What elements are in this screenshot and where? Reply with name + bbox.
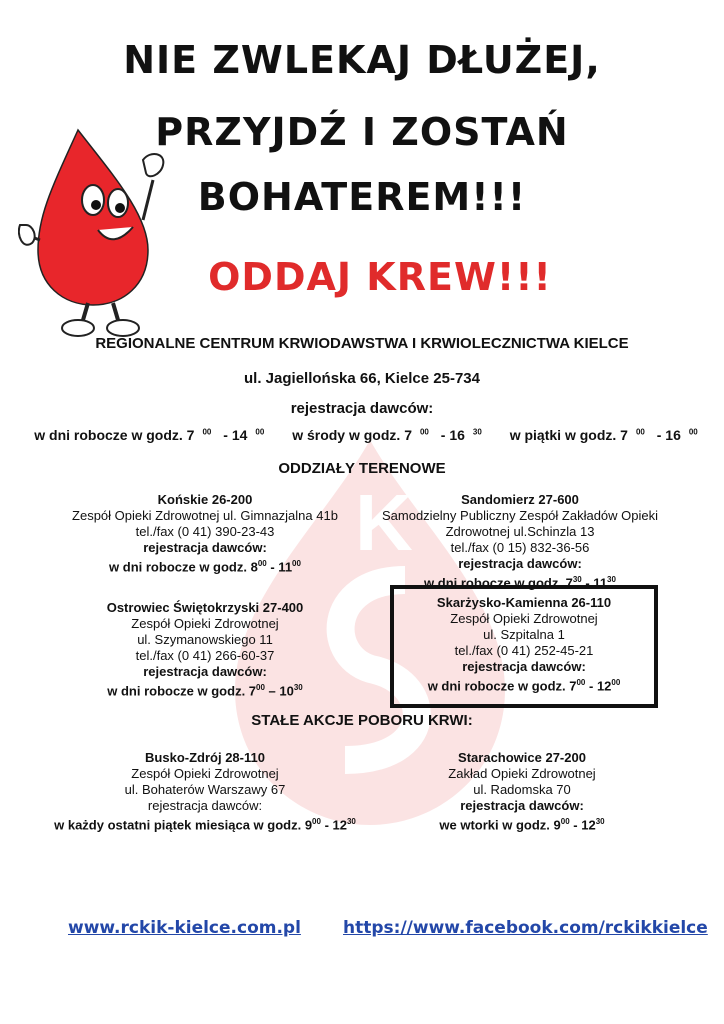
branch-name: Skarżysko-Kamienna 26-110 <box>436 595 612 610</box>
hours-wednesday: w środy w godz. 7 $^{00}$ - 16 $^{30}$ <box>292 427 482 443</box>
branch-konskie: Końskie 26-200 Zespół Opieki Zdrowotnej ul. Gimnazjalna 41b tel./fax (0 41) 390-23-43 rejestracja dawców: w dni robocze w godz. $8^{00} - 11^{00}$ <box>55 492 355 575</box>
registration-label: rejestracja dawców: <box>290 400 434 417</box>
branch-hours: w dni robocze w godz. $7^{00} - 10^{30}$ <box>107 683 303 699</box>
organization-address: ul. Jagiellońska 66, Kielce 25-734 <box>244 370 480 387</box>
branch-name: Końskie 26-200 <box>157 492 253 507</box>
field-branches-title: ODDZIAŁY TERENOWE <box>278 460 446 477</box>
branch-name: Starachowice 27-200 <box>458 750 586 765</box>
branch-hours: w dni robocze w godz. $7^{30} - 11^{30}$ <box>424 575 616 591</box>
watermark-letter: K <box>355 478 413 567</box>
branch-hours: w dni robocze w godz. $8^{00} - 11^{00}$ <box>109 559 301 575</box>
branch-name: Busko-Zdrój 28-110 <box>145 750 265 765</box>
branch-name: Sandomierz 27-600 <box>461 492 579 507</box>
branch-hours: w każdy ostatni piątek miesiąca w godz. $9^{00} - 12^{30}$ <box>54 817 356 833</box>
branch-skarzysko: Skarżysko-Kamienna 26-110 Zespół Opieki Zdrowotnej ul. Szpitalna 1 tel./fax (0 41) 252-45-21 rejestracja dawców: w dni robocze w godz. $7^{00} - 12^{00}$ <box>390 585 658 708</box>
main-hours <box>0 427 724 443</box>
branch-ostrowiec: Ostrowiec Świętokrzyski 27-400 Zespół Opieki Zdrowotnej ul. Szymanowskiego 11 tel./fax (0 41) 266-60-37 rejestracja dawców: w dni robocze w godz. $7^{00} - 10^{30}$ <box>55 600 355 699</box>
headline-line-2: PRZYJDŹ I ZOSTAŃ <box>155 110 569 154</box>
headline-line-3: BOHATEREM!!! <box>197 175 527 219</box>
branch-sandomierz: Sandomierz 27-600 Samodzielny Publiczny Zespół Zakładów Opieki Zdrowotnej ul.Schinzla 13 tel./fax (0 15) 832-36-56 rejestracja dawców: w dni robocze w godz. $7^{30} - 11^{30}$ <box>370 492 670 591</box>
facebook-link[interactable]: https://www.facebook.com/rckikkielce <box>343 918 708 938</box>
hours-friday: w piątki w godz. 7 $^{00}$ - 16 $^{00}$ <box>509 427 698 443</box>
blood-drop-mascot <box>18 125 168 340</box>
branch-hours: w dni robocze w godz. $7^{00} - 12^{00}$ <box>427 678 621 694</box>
branch-busko: Busko-Zdrój 28-110 Zespół Opieki Zdrowotnej ul. Bohaterów Warszawy 67 rejestracja dawców: w każdy ostatni piątek miesiąca w godz. $9^{00} - 12^{30}$ <box>40 750 370 833</box>
branch-starachowice: Starachowice 27-200 Zakład Opieki Zdrowotnej ul. Radomska 70 rejestracja dawców: we wtorki w godz. $9^{00} - 12^{30}$ <box>372 750 672 833</box>
permanent-actions-title: STAŁE AKCJE POBORU KRWI: <box>251 712 473 729</box>
organization-name: REGIONALNE CENTRUM KRWIODAWSTWA I KRWIOLECZNICTWA KIELCE <box>95 335 629 352</box>
hours-weekdays: w dni robocze w godz. 7 $^{00}$ - 14 $^{00}$ <box>34 427 265 443</box>
branch-hours: we wtorki w godz. $9^{00} - 12^{30}$ <box>439 817 605 833</box>
donate-blood-callout: ODDAJ KREW!!! <box>208 255 552 299</box>
website-link[interactable]: www.rckik-kielce.com.pl <box>68 918 301 938</box>
headline-line-1: NIE ZWLEKAJ DŁUŻEJ, <box>123 38 601 82</box>
branch-name: Ostrowiec Świętokrzyski 27-400 <box>106 600 304 615</box>
